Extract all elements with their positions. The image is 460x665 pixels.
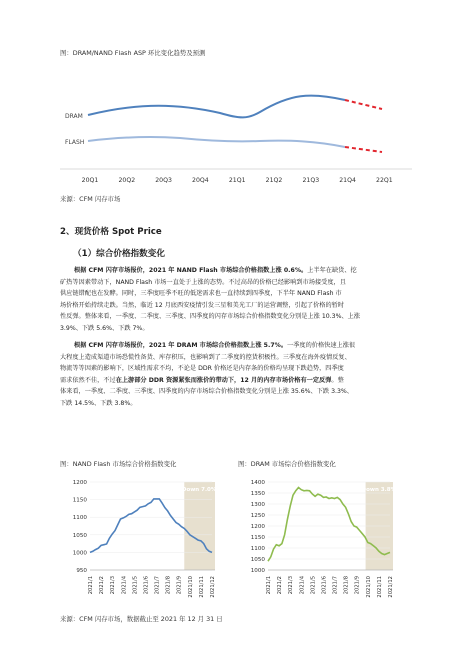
nand-price-index-chart bbox=[60, 474, 220, 609]
x-tick-label: 2021/8 bbox=[165, 576, 172, 595]
x-tick-label: 21Q4 bbox=[339, 177, 356, 184]
sub-heading: （1）综合价格指数变化 bbox=[73, 249, 165, 259]
x-tick-label: 2021/6 bbox=[321, 576, 328, 595]
figure2-title: 图：NAND Flash 市场综合价格指数变化 bbox=[60, 460, 177, 468]
x-tick-label: 2021/2 bbox=[99, 576, 106, 595]
x-tick-label: 20Q3 bbox=[155, 177, 172, 184]
y-tick-label: 1050 bbox=[250, 557, 265, 563]
paragraph-line: 下跌 14.5%、下跌 3.8%。 bbox=[60, 399, 137, 407]
x-tick-label: 2021/4 bbox=[121, 576, 128, 595]
y-tick-label: 1150 bbox=[250, 535, 265, 541]
shaded-decline-region bbox=[181, 482, 217, 570]
y-tick-label: 1000 bbox=[250, 568, 265, 574]
y-tick-label: 1400 bbox=[250, 480, 265, 486]
x-tick-label: 20Q4 bbox=[192, 177, 209, 184]
paragraph-line: 体来看，一季度、二季度、三季度、四季度的内存市场综合价格指数变化分别是上涨 35.6%、下跌 3.3%、 bbox=[60, 388, 353, 396]
x-tick-label: 2021/12 bbox=[388, 576, 394, 598]
x-tick-label: 2021/5 bbox=[310, 576, 317, 595]
paragraph-line: 性反弹。整体来看，一季度、二季度、三季度、四季度的闪存市场综合价格指数变化分别是上涨 10.3%、上涨 bbox=[60, 313, 361, 321]
x-tick-label: 2021/3 bbox=[288, 576, 295, 595]
figure1-title: 图：DRAM/NAND Flash ASP 环比变化趋势及预测 bbox=[60, 49, 206, 57]
y-tick-label: 1050 bbox=[72, 532, 87, 539]
x-tick-label: 2021/7 bbox=[154, 576, 161, 595]
x-tick-label: 2021/1 bbox=[266, 576, 272, 595]
decline-label: Down 7.0% bbox=[181, 487, 217, 493]
paragraph-nand bbox=[60, 265, 400, 335]
x-tick-label: 2021/11 bbox=[376, 576, 383, 598]
x-tick-label: 2021/5 bbox=[132, 576, 139, 595]
series-label-flash: FLASH bbox=[65, 139, 85, 146]
y-tick-label: 1150 bbox=[72, 497, 87, 504]
x-tick-label: 20Q1 bbox=[81, 177, 99, 184]
dram-forecast-line bbox=[345, 100, 382, 109]
x-tick-label: 2021/9 bbox=[176, 576, 183, 595]
x-tick-label: 2021/12 bbox=[210, 576, 216, 598]
x-tick-label: 2021/10 bbox=[365, 576, 372, 598]
x-tick-label: 2021/6 bbox=[143, 576, 150, 595]
section-heading: 2、现货价格 Spot Price bbox=[60, 227, 162, 237]
paragraph-line: 需求依然不佳，不过在上游部分 DDR 资源紧张而涨价的带动下，12 月的内存市场价格有一定反弹。整 bbox=[60, 376, 344, 384]
paragraph-line: 大程度上造成渠道市场恐慌性备货、库存积压，也影响到了二季度的控货积极性。三季度在海外疫情反复、 bbox=[60, 353, 351, 361]
x-tick-label: 21Q3 bbox=[302, 177, 320, 184]
figure3-title: 图：DRAM 市场综合价格指数变化 bbox=[238, 460, 336, 468]
x-tick-label: 2021/9 bbox=[354, 576, 361, 595]
x-tick-label: 2021/7 bbox=[332, 576, 339, 595]
paragraph-dram bbox=[60, 340, 400, 410]
x-tick-label: 2021/3 bbox=[110, 576, 117, 595]
y-tick-label: 1000 bbox=[72, 550, 87, 557]
series-label-dram: DRAM bbox=[65, 113, 83, 120]
paragraph-line: 3.9%、下跌 5.6%、下跌 7%。 bbox=[60, 324, 149, 332]
paragraph-line: 场价格开始持续走跌。当然，临近 12 月底西安疫情引发三星和美光工厂的运营调整，引起了价格的暂时 bbox=[60, 301, 345, 309]
dram-line bbox=[88, 96, 345, 118]
decline-label: Down 3.8% bbox=[361, 487, 397, 493]
asp-trend-chart bbox=[60, 62, 412, 190]
paragraph-line: 物流等等因素的影响下，区域性需求不均，不论是 DDR 价格还是内存条的价格均呈现下跌趋势，四季度 bbox=[60, 365, 344, 373]
figure-source: 来源：CFM 闪存市场，数据截止至 2021 年 12 月 31 日 bbox=[60, 615, 223, 623]
flash-line bbox=[88, 137, 345, 147]
y-tick-label: 1100 bbox=[72, 515, 87, 522]
y-tick-label: 950 bbox=[76, 568, 87, 574]
figure1-source: 来源：CFM 闪存市场 bbox=[60, 195, 121, 203]
x-tick-label: 21Q1 bbox=[228, 177, 246, 184]
y-tick-label: 1100 bbox=[250, 546, 265, 552]
x-tick-label: 2021/8 bbox=[343, 576, 350, 595]
y-tick-label: 1350 bbox=[250, 491, 265, 497]
x-tick-label: 2021/10 bbox=[187, 576, 194, 598]
x-tick-label: 22Q1 bbox=[376, 177, 393, 184]
y-tick-label: 1200 bbox=[72, 480, 87, 486]
y-tick-label: 1300 bbox=[250, 502, 265, 508]
x-tick-label: 2021/11 bbox=[198, 576, 205, 598]
y-tick-label: 1200 bbox=[250, 524, 265, 530]
x-tick-label: 20Q2 bbox=[118, 177, 136, 184]
y-tick-label: 1250 bbox=[250, 513, 265, 519]
paragraph-line: 根据 CFM 闪存市场报价，2021 年 NAND Flash 市场综合价格指数上涨 0.6%。上半年在缺货、挖 bbox=[74, 267, 357, 274]
x-tick-label: 2021/2 bbox=[277, 576, 284, 595]
x-tick-label: 2021/1 bbox=[88, 576, 94, 595]
dram-price-index-chart bbox=[238, 474, 398, 609]
flash-forecast-line bbox=[345, 147, 382, 152]
paragraph-line: 矿热等因素带动下，NAND Flash 市场一直处于上涨的态势。不过高昂的价格已经影响到市场接受度，且 bbox=[60, 278, 346, 286]
paragraph-line: 根据 CFM 闪存市场报价，2021 年 DRAM 市场综合价格指数上涨 5.7%。一季度的价格快速上涨很 bbox=[74, 342, 356, 349]
x-tick-label: 2021/4 bbox=[299, 576, 306, 595]
paragraph-line: 供应链错配也在发酵。同时，三季度旺季不旺的低迷需求也一直持续到四季度，下半年 NAND Flash 市 bbox=[60, 290, 342, 298]
x-tick-label: 21Q2 bbox=[265, 177, 283, 184]
